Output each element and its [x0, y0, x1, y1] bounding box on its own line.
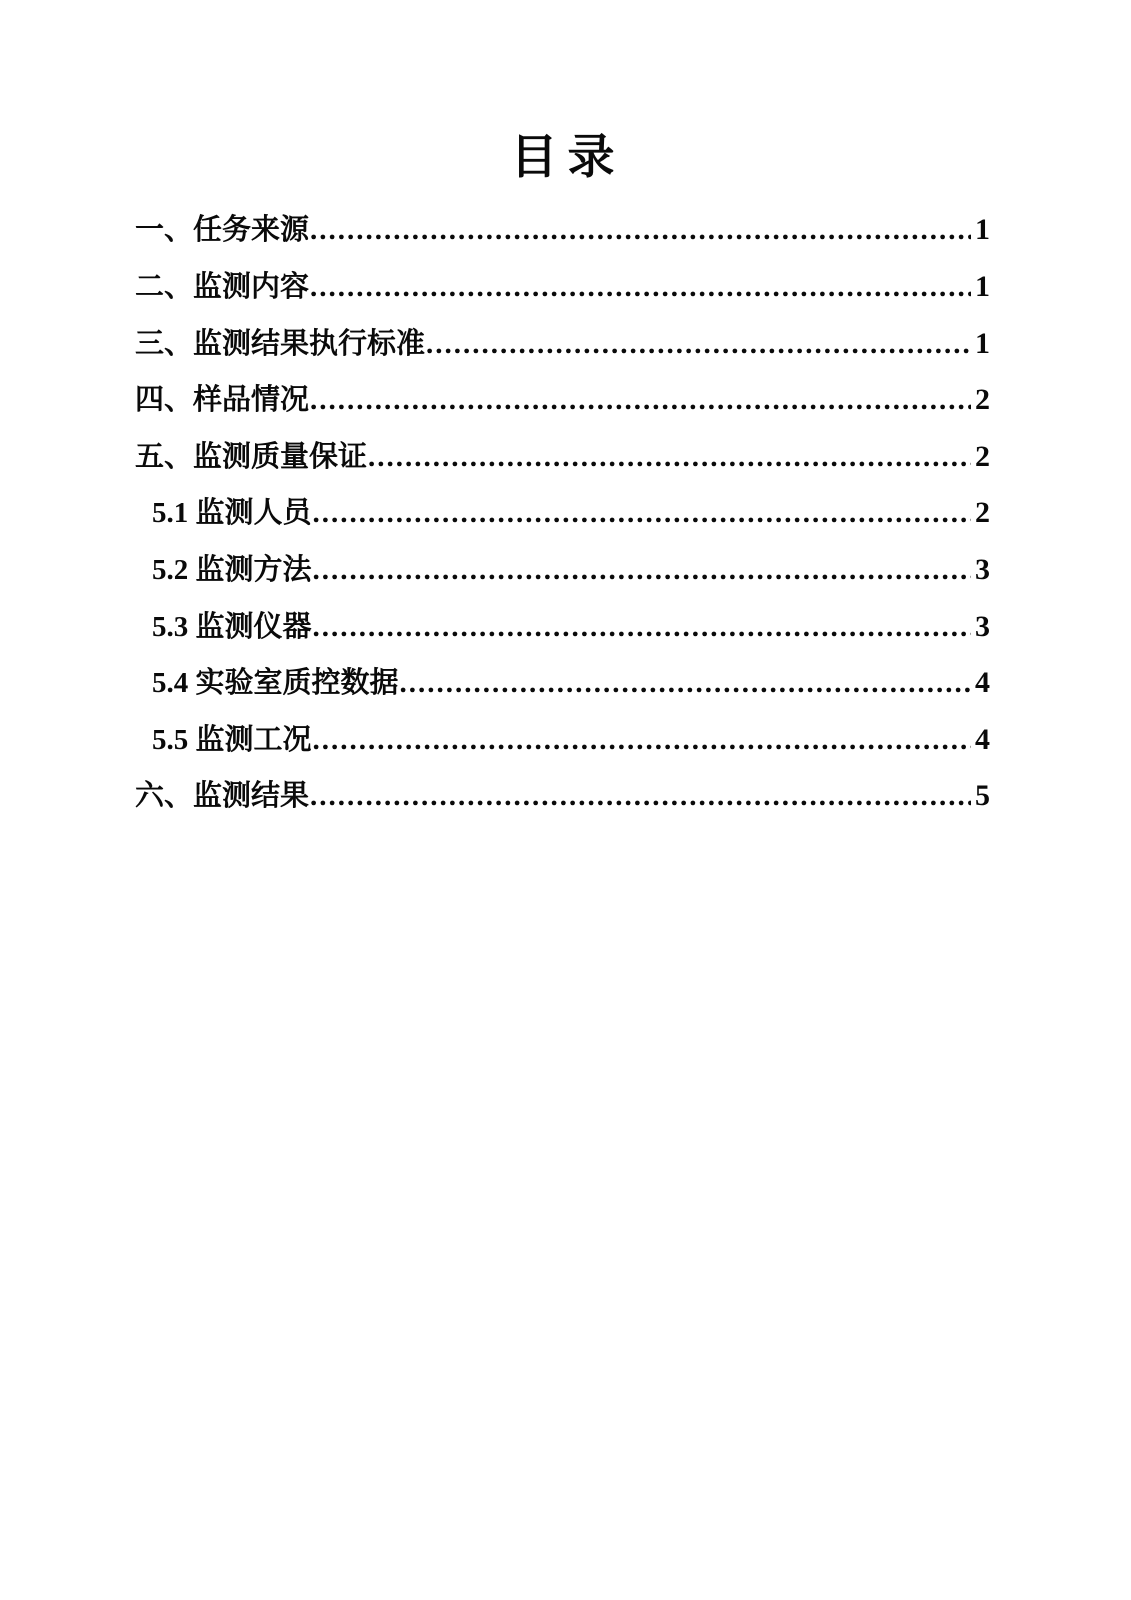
- toc-entry-page: 4: [975, 722, 990, 756]
- toc-entry[interactable]: [135, 717, 990, 774]
- toc-entry-label: 5.5 监测工况: [152, 723, 312, 756]
- toc-entry-label: 五、监测质量保证: [135, 440, 368, 473]
- toc-leader-dots: [426, 328, 971, 361]
- toc-leader-dots: [310, 384, 971, 417]
- toc-entry-page: 3: [975, 609, 990, 643]
- toc-entry-page: 1: [975, 326, 990, 360]
- toc-leader-dots: [400, 667, 971, 700]
- toc-entry[interactable]: [135, 604, 990, 661]
- toc-entry-page: 2: [975, 496, 990, 530]
- toc-entry-page: 1: [975, 269, 990, 303]
- toc-entry-page: 2: [975, 439, 990, 473]
- table-of-contents: [135, 207, 990, 830]
- toc-entry-page: 2: [975, 383, 990, 417]
- toc-entry[interactable]: [135, 490, 990, 547]
- toc-entry[interactable]: [135, 660, 990, 717]
- toc-leader-dots: [310, 271, 971, 304]
- toc-entry[interactable]: [135, 264, 990, 321]
- toc-leader-dots: [313, 497, 971, 530]
- page-title: 目录: [510, 132, 625, 184]
- toc-entry-label: 5.4 实验室质控数据: [152, 667, 399, 700]
- toc-leader-dots: [313, 554, 971, 587]
- toc-entry[interactable]: [135, 377, 990, 434]
- toc-entry[interactable]: [135, 773, 990, 830]
- toc-entry-label: 一、任务来源: [135, 214, 310, 247]
- toc-entry-page: 1: [975, 213, 990, 247]
- toc-entry-label: 三、监测结果执行标准: [135, 327, 426, 360]
- toc-leader-dots: [310, 214, 971, 247]
- toc-entry-page: 5: [975, 779, 990, 813]
- toc-entry[interactable]: [135, 321, 990, 378]
- toc-entry-page: 4: [975, 666, 990, 700]
- toc-entry[interactable]: [135, 434, 990, 491]
- toc-entry-label: 5.3 监测仪器: [152, 610, 312, 643]
- toc-entry-label: 六、监测结果: [135, 780, 310, 813]
- toc-leader-dots: [313, 724, 971, 757]
- toc-entry-label: 二、监测内容: [135, 270, 310, 303]
- toc-entry[interactable]: [135, 207, 990, 264]
- toc-leader-dots: [368, 441, 971, 474]
- toc-entry-label: 5.1 监测人员: [152, 497, 312, 530]
- toc-entry-page: 3: [975, 552, 990, 586]
- toc-leader-dots: [310, 780, 971, 813]
- toc-entry[interactable]: [135, 547, 990, 604]
- toc-entry-label: 5.2 监测方法: [152, 553, 312, 586]
- toc-leader-dots: [313, 611, 971, 644]
- toc-entry-label: 四、样品情况: [135, 384, 310, 417]
